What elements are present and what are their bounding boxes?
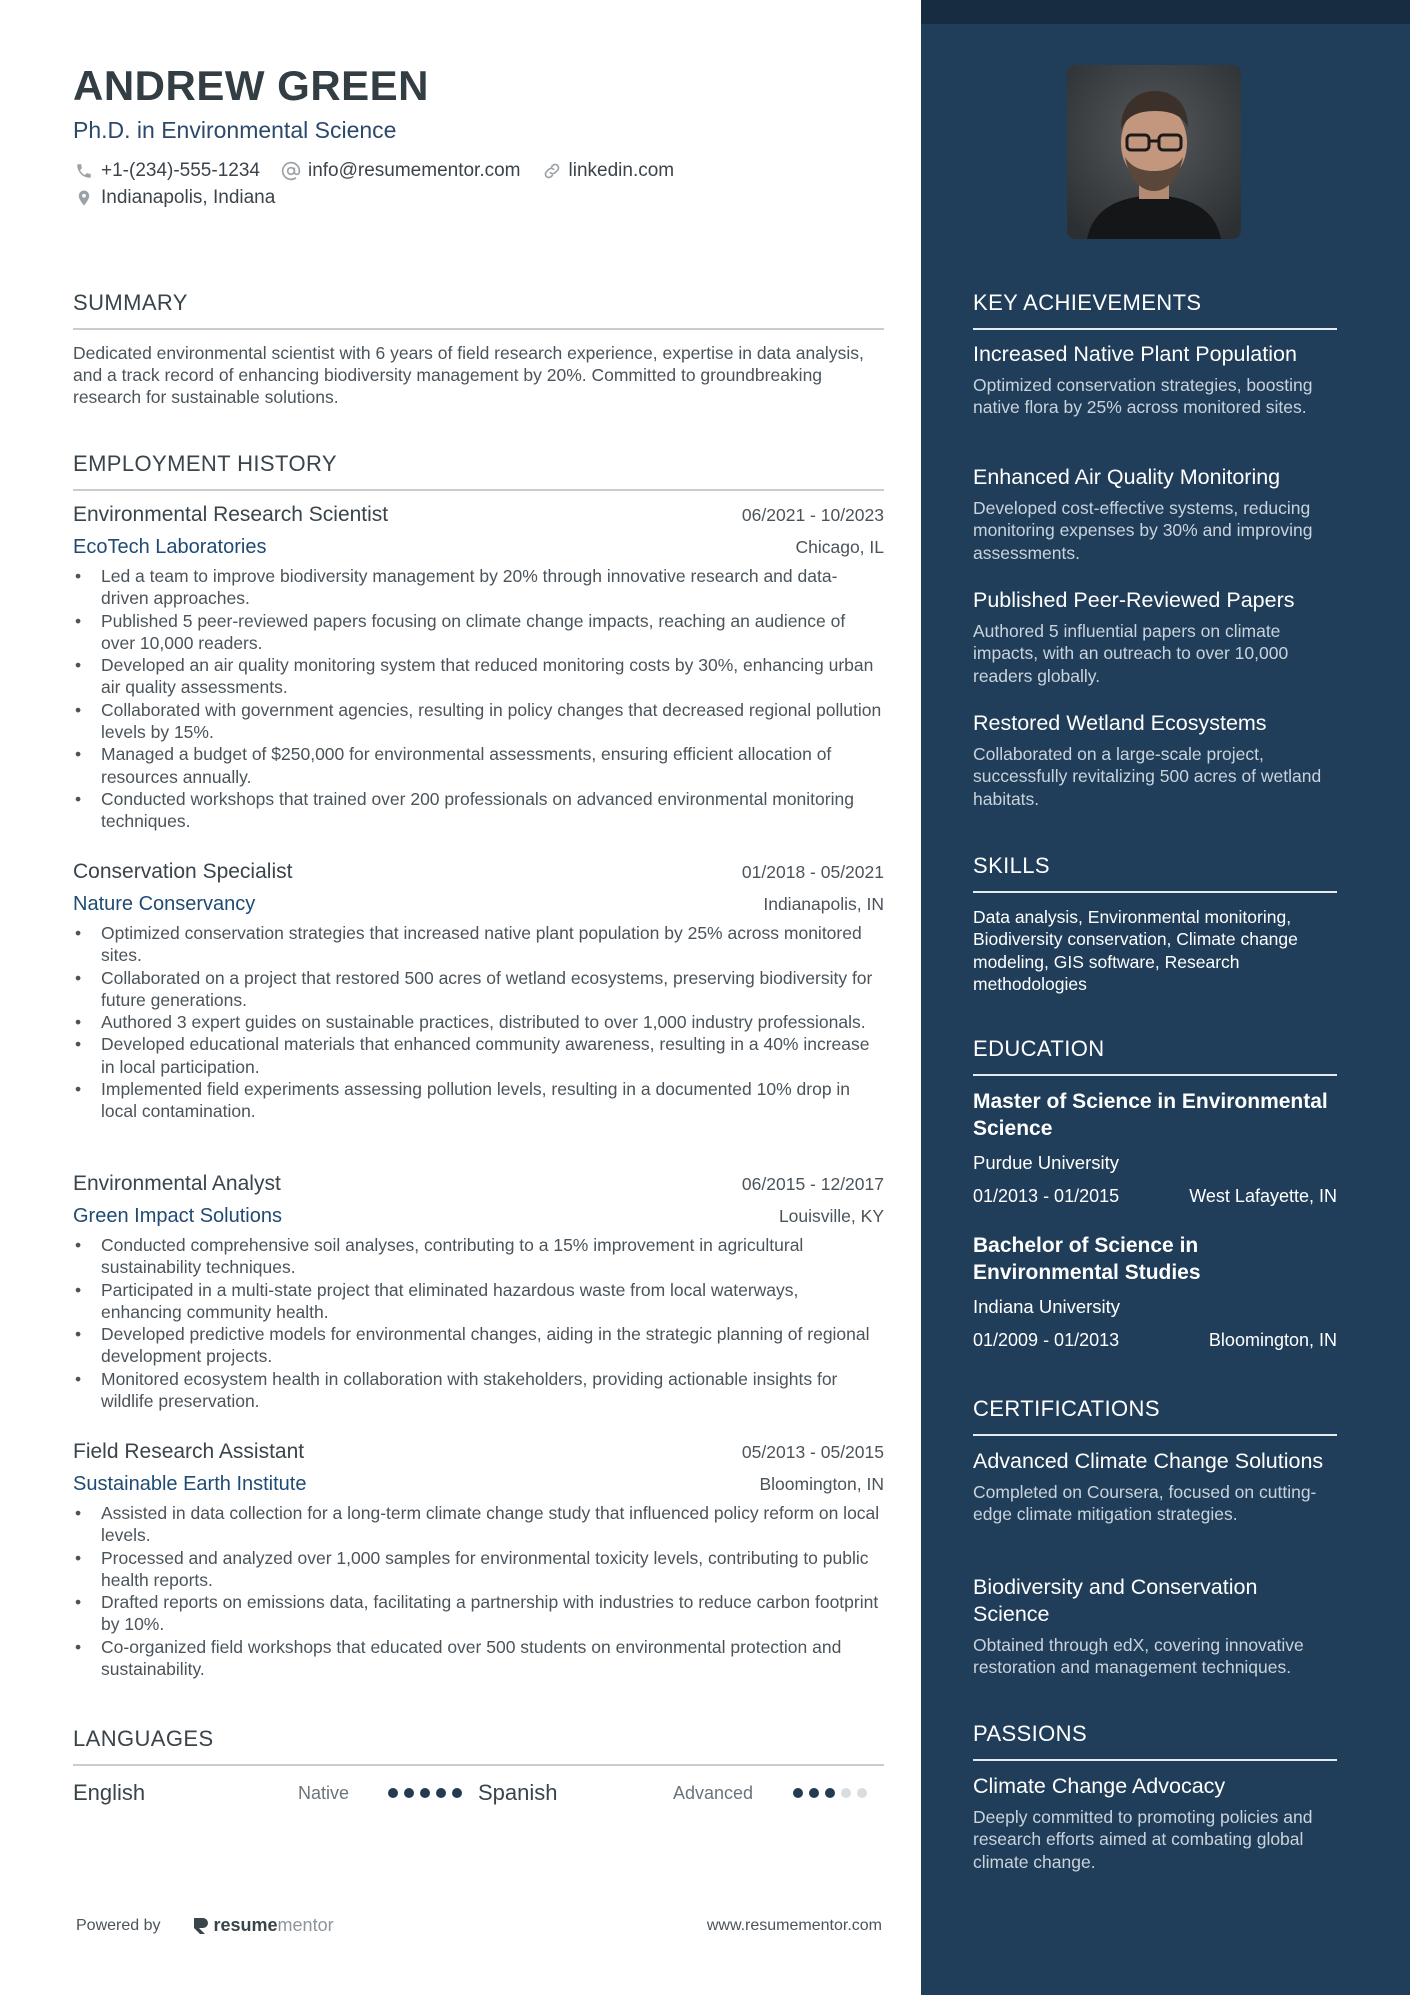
- job-bullet: • Developed an air quality monitoring system that reduced monitoring costs by 30%, enhancing urban air quality assessments.: [73, 654, 884, 699]
- candidate-name: ANDREW GREEN: [73, 62, 430, 109]
- brand-bold: resume: [213, 1915, 278, 1935]
- footer: [76, 1915, 882, 1936]
- education-degree: Master of Science in Environmental Science: [973, 1090, 1328, 1140]
- job-dates: 01/2018 - 05/2021: [741, 862, 884, 882]
- certification-title: Biodiversity and Conservation Science: [973, 1575, 1258, 1626]
- job-bullet: • Collaborated on a project that restored 500 acres of wetland ecosystems, preserving biodiversity for future generations.: [73, 967, 884, 1012]
- job-bullets: [73, 1502, 884, 1680]
- certification-text: Completed on Coursera, focused on cutting-edge climate mitigation strategies.: [973, 1482, 1317, 1525]
- achievement-title: Increased Native Plant Population: [973, 342, 1297, 366]
- link-icon: [541, 160, 563, 182]
- education-location: Bloomington, IN: [1208, 1330, 1337, 1350]
- achievement-item: [973, 710, 1337, 810]
- footer-url[interactable]: www.resumementor.com: [706, 1916, 882, 1934]
- achievement-item: [973, 464, 1337, 564]
- skills-list: [973, 906, 1337, 995]
- job-bullet: • Developed educational materials that enhanced community awareness, resulting in a 40% increase in local participation.: [73, 1033, 884, 1078]
- achievement-title: Published Peer-Reviewed Papers: [973, 588, 1295, 612]
- job-bullets: [73, 922, 884, 1123]
- job-bullets: [73, 1234, 884, 1412]
- powered-by: [76, 1915, 334, 1936]
- education-school: Indiana University: [973, 1296, 1121, 1317]
- education-location: West Lafayette, IN: [1189, 1186, 1337, 1206]
- education-item: [973, 1232, 1337, 1351]
- job-company: EcoTech Laboratories: [73, 536, 267, 558]
- job-title: Environmental Analyst: [73, 1172, 281, 1195]
- rating-dot-filled: [452, 1788, 462, 1798]
- job-bullet: • Managed a budget of $250,000 for environmental assessments, ensuring efficient allocation of resources annually.: [73, 743, 884, 788]
- language-level: Advanced: [673, 1782, 754, 1803]
- job-bullet: • Conducted workshops that trained over 200 professionals on advanced environmental monitoring techniques.: [73, 788, 884, 833]
- certification-text: Obtained through edX, covering innovative restoration and management techniques.: [973, 1635, 1304, 1678]
- profile-photo: [1067, 65, 1241, 239]
- job-location: Indianapolis, IN: [763, 894, 884, 914]
- skills-heading: SKILLS: [973, 853, 1337, 893]
- job-title: Field Research Assistant: [73, 1440, 305, 1463]
- location-pin-icon: [73, 187, 95, 209]
- employment-heading: EMPLOYMENT HISTORY: [73, 451, 884, 491]
- achievement-title: Enhanced Air Quality Monitoring: [973, 465, 1281, 489]
- achievement-title: Restored Wetland Ecosystems: [973, 711, 1267, 735]
- job-bullet: • Optimized conservation strategies that increased native plant population by 25% across monitored sites.: [73, 922, 884, 967]
- rating-dot-filled: [388, 1788, 398, 1798]
- rating-dot-filled: [793, 1788, 803, 1798]
- location-text: Indianapolis, Indiana: [101, 187, 276, 208]
- job-entry: [73, 503, 884, 833]
- job-entry: [73, 1172, 884, 1412]
- achievement-text: Optimized conservation strategies, boosting native flora by 25% across monitored sites.: [973, 375, 1313, 418]
- job-company: Green Impact Solutions: [73, 1205, 282, 1227]
- job-bullet: • Co-organized field workshops that educated over 500 students on environmental protection and sustainability.: [73, 1636, 884, 1681]
- rating-dot-filled: [809, 1788, 819, 1798]
- job-bullet: • Conducted comprehensive soil analyses, contributing to a 15% improvement in agricultural sustainability techniques.: [73, 1234, 884, 1279]
- rating-dot-filled: [825, 1788, 835, 1798]
- language-rating: [793, 1788, 873, 1798]
- education-dates: 01/2009 - 01/2013: [973, 1330, 1120, 1350]
- job-dates: 05/2013 - 05/2015: [741, 1442, 884, 1462]
- job-bullet: • Monitored ecosystem health in collaboration with stakeholders, providing actionable insights for wildlife preservation.: [73, 1368, 884, 1413]
- job-title: Environmental Research Scientist: [73, 503, 389, 526]
- job-bullet: • Participated in a multi-state project that eliminated hazardous waste from local waterways, enhancing community health.: [73, 1279, 884, 1324]
- rating-dot-filled: [436, 1788, 446, 1798]
- avatar: [1067, 65, 1241, 239]
- achievement-item: [973, 587, 1337, 687]
- job-bullet: • Drafted reports on emissions data, facilitating a partnership with industries to reduce carbon footprint by 10%.: [73, 1591, 884, 1636]
- email-text: info@resumementor.com: [307, 160, 521, 181]
- job-bullets: [73, 565, 884, 833]
- contact-email[interactable]: [280, 160, 521, 182]
- education-degree: Bachelor of Science in Environmental Studies: [973, 1234, 1201, 1284]
- achievement-text: Authored 5 influential papers on climate impacts, with an outreach to over 10,000 readers globally.: [973, 621, 1289, 686]
- job-dates: 06/2021 - 10/2023: [741, 505, 884, 525]
- job-bullet: • Published 5 peer-reviewed papers focusing on climate change impacts, reaching an audience of over 10,000 readers.: [73, 610, 884, 655]
- rating-dot-filled: [420, 1788, 430, 1798]
- job-title: Conservation Specialist: [73, 860, 293, 883]
- at-icon: [280, 160, 302, 182]
- brand-logo-icon: [191, 1916, 211, 1936]
- job-bullet: • Processed and analyzed over 1,000 samples for environmental toxicity levels, contributing to public health reports.: [73, 1547, 884, 1592]
- job-bullet: • Developed predictive models for environmental changes, aiding in the strategic planning of regional development projects.: [73, 1323, 884, 1368]
- education-heading: EDUCATION: [973, 1036, 1337, 1076]
- achievement-text: Developed cost-effective systems, reducing monitoring expenses by 30% and improving assessments.: [973, 498, 1313, 563]
- job-location: Chicago, IL: [795, 537, 884, 557]
- achievement-item: [973, 341, 1337, 419]
- language-name: English: [73, 1780, 146, 1805]
- brand-logo[interactable]: [191, 1915, 334, 1936]
- language-name: Spanish: [478, 1780, 558, 1805]
- job-bullet: • Assisted in data collection for a long-term climate change study that influenced policy reform on local levels.: [73, 1502, 884, 1547]
- job-bullet: • Collaborated with government agencies, resulting in policy changes that decreased regional pollution levels by 15%.: [73, 699, 884, 744]
- phone-text: +1-(234)-555-1234: [101, 160, 260, 181]
- candidate-title: Ph.D. in Environmental Science: [73, 117, 397, 143]
- sidebar: [921, 0, 1410, 1995]
- contact-row-2: [73, 187, 295, 209]
- language-item: [73, 1780, 478, 1806]
- education-school: Purdue University: [973, 1152, 1120, 1173]
- education-item: [973, 1088, 1337, 1207]
- job-bullet: • Led a team to improve biodiversity management by 20% through innovative research and data-driven approaches.: [73, 565, 884, 610]
- rating-dot-empty: [841, 1788, 851, 1798]
- languages-heading: LANGUAGES: [73, 1726, 884, 1766]
- job-entry: [73, 860, 884, 1123]
- job-bullet: • Implemented field experiments assessing pollution levels, resulting in a documented 10% drop in local contamination.: [73, 1078, 884, 1123]
- passion-title: Climate Change Advocacy: [973, 1774, 1226, 1798]
- contact-row-1: [73, 160, 694, 182]
- skills-text: Data analysis, Environmental monitoring, Biodiversity conservation, Climate change modeling, GIS software, Research methodologies: [973, 907, 1298, 994]
- summary-heading: SUMMARY: [73, 290, 884, 330]
- contact-linkedin[interactable]: [541, 160, 675, 182]
- education-dates: 01/2013 - 01/2015: [973, 1186, 1120, 1206]
- certification-item: [973, 1574, 1337, 1679]
- linkedin-text: linkedin.com: [568, 160, 675, 181]
- rating-dot-empty: [857, 1788, 867, 1798]
- job-dates: 06/2015 - 12/2017: [741, 1174, 884, 1194]
- job-bullet: • Authored 3 expert guides on sustainable practices, distributed to over 1,000 industry professionals.: [73, 1011, 884, 1033]
- job-location: Louisville, KY: [778, 1206, 884, 1226]
- job-company: Sustainable Earth Institute: [73, 1473, 307, 1495]
- rating-dot-filled: [404, 1788, 414, 1798]
- powered-by-text: Powered by: [76, 1916, 161, 1934]
- passions-heading: PASSIONS: [973, 1721, 1337, 1761]
- certifications-heading: CERTIFICATIONS: [973, 1396, 1337, 1436]
- phone-icon: [73, 160, 95, 182]
- contact-phone[interactable]: [73, 160, 260, 182]
- contact-location: [73, 187, 275, 209]
- job-company: Nature Conservancy: [73, 893, 256, 915]
- sidebar-topbar: [921, 0, 1410, 24]
- achievements-heading: KEY ACHIEVEMENTS: [973, 290, 1337, 330]
- summary-text: Dedicated environmental scientist with 6 years of field research experience, expertise in data analysis, and a track record of enhancing biodiversity management by 20%. Committed to groundbreaking research for sustainable solutions.: [73, 343, 864, 407]
- achievement-text: Collaborated on a large-scale project, successfully revitalizing 500 acres of wetland habitats.: [973, 744, 1322, 809]
- language-rating: [388, 1788, 468, 1798]
- brand-light: mentor: [277, 1915, 334, 1935]
- job-location: Bloomington, IN: [759, 1474, 884, 1494]
- certification-item: [973, 1448, 1337, 1526]
- certification-title: Advanced Climate Change Solutions: [973, 1449, 1324, 1473]
- passion-text: Deeply committed to promoting policies and research efforts aimed at combating global climate change.: [973, 1807, 1313, 1872]
- languages-row: [73, 1778, 884, 1808]
- language-item: [478, 1780, 883, 1806]
- job-entry: [73, 1440, 884, 1680]
- language-level: Native: [298, 1782, 350, 1803]
- passion-item: [973, 1773, 1337, 1873]
